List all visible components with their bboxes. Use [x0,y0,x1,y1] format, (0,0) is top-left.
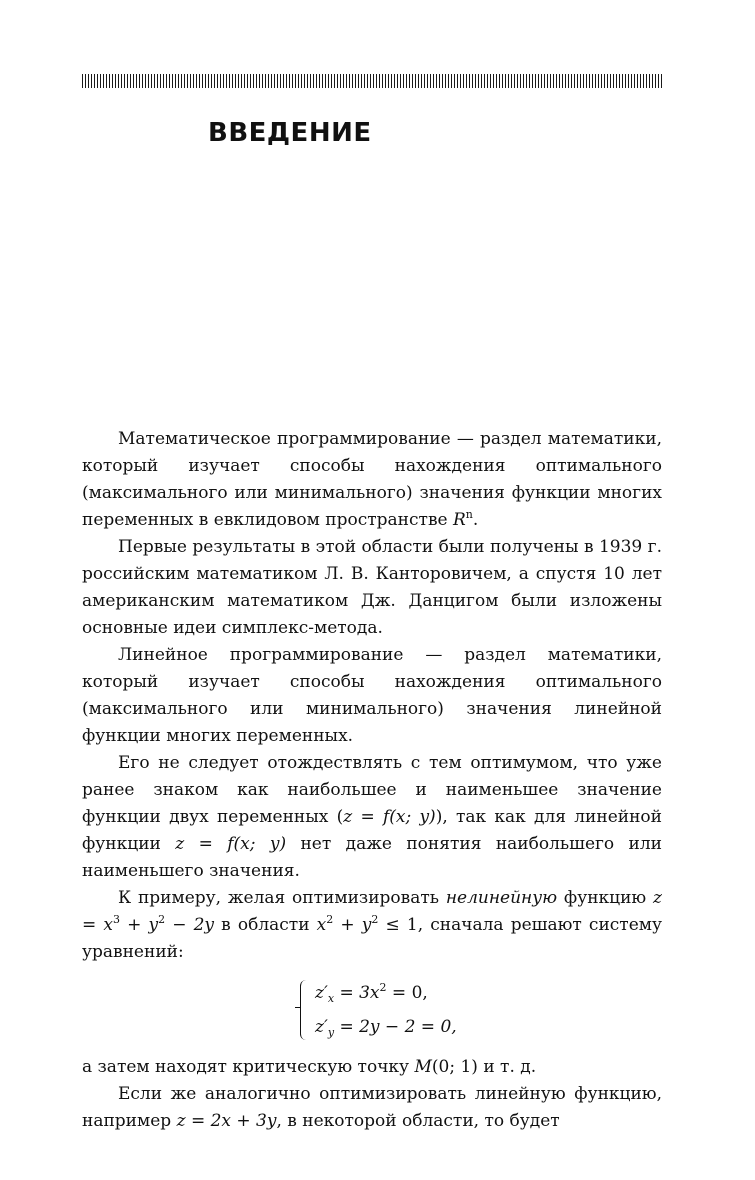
p5-f3: − 2y [165,915,215,935]
equation-system [300,980,662,1040]
p7-formula: z = 2x + 3y [176,1111,277,1131]
p5-e4: 2 [326,913,334,926]
p1-end: . [472,510,479,530]
equation-1 [315,980,457,1006]
p1-space-r: R [452,510,466,530]
p1-text: Математическое программирование — раздел математики, который изучает способы нахождения оптимального (максимального или минимального) значения функции многих переменных в евклидовом пространстве [82,429,662,530]
eq1-mid: = 3x [334,983,380,1003]
p6-t2: (0; 1) и т. д. [431,1057,537,1077]
eq2-rhs: = 2y − 2 = 0, [334,1017,457,1037]
p4-formula-1: z = f(x; y) [343,807,436,827]
p5-f1: z = x [82,888,662,935]
page-title: ВВЕДЕНИЕ [208,118,372,148]
p4-t1: Его не следует отождествлять с тем оптимумом, что уже ранее знаком как наибольшее и наименьшее значение функции двух переменных ( [82,753,662,827]
p4-t3: нет даже понятия наибольшего или наименьшего значения. [82,834,662,881]
paragraph-4 [82,750,662,885]
decorative-header-rule [82,74,662,88]
p5-f2: + y [119,915,159,935]
eq2-sub: y [327,1026,335,1039]
body-text [82,426,662,1135]
p5-f5: + y [333,915,372,935]
paragraph-2: Первые результаты в этой области были получены в 1939 г. российским математиком Л. В. Канторовичем, а спустя 10 лет американским математиком Дж. Данцигом были изложены основные идеи симплекс-метода. [82,537,662,638]
p5-t2: функцию [557,888,654,908]
p4-t2: ), так как для линейной функции [82,807,662,854]
eq1-lhs: z′ [315,983,328,1003]
eq1-rhs: = 0, [386,983,428,1003]
p7-t2: , в некоторой области, то будет [276,1111,560,1131]
p5-e2: 2 [158,913,166,926]
p5-f6: ≤ 1 [378,915,418,935]
p5-e1: 3 [112,913,120,926]
p6-point: M [414,1057,432,1077]
p1-space-n: n [465,508,473,521]
left-brace [300,980,311,1040]
p6-t1: а затем находят критическую точку [82,1057,415,1077]
paragraph-7 [82,1081,662,1135]
equation-2 [315,1014,457,1040]
equations [315,980,457,1040]
paragraph-3: Линейное программирование — раздел математики, который изучает способы нахождения оптимального (максимального или минимального) значения линейной функции многих переменных. [82,645,662,746]
p5-emphasis: нелинейную [445,888,558,908]
paragraph-5 [82,885,662,966]
p5-t3: в области [214,915,317,935]
eq2-lhs: z′ [315,1017,328,1037]
paragraph-6 [82,1054,662,1081]
p5-t4: , сначала решают систему уравнений: [82,915,662,962]
eq1-sub: x [327,992,335,1005]
p4-formula-2: z = f(x; y) [175,834,287,854]
p5-t1: К примеру, желая оптимизировать [118,888,446,908]
paragraph-1 [82,426,662,534]
p5-f4: x [316,915,327,935]
p5-e5: 2 [371,913,379,926]
eq1-exp: 2 [379,981,387,994]
p7-t1: Если же аналогично оптимизировать линейную функцию, например [82,1084,662,1131]
